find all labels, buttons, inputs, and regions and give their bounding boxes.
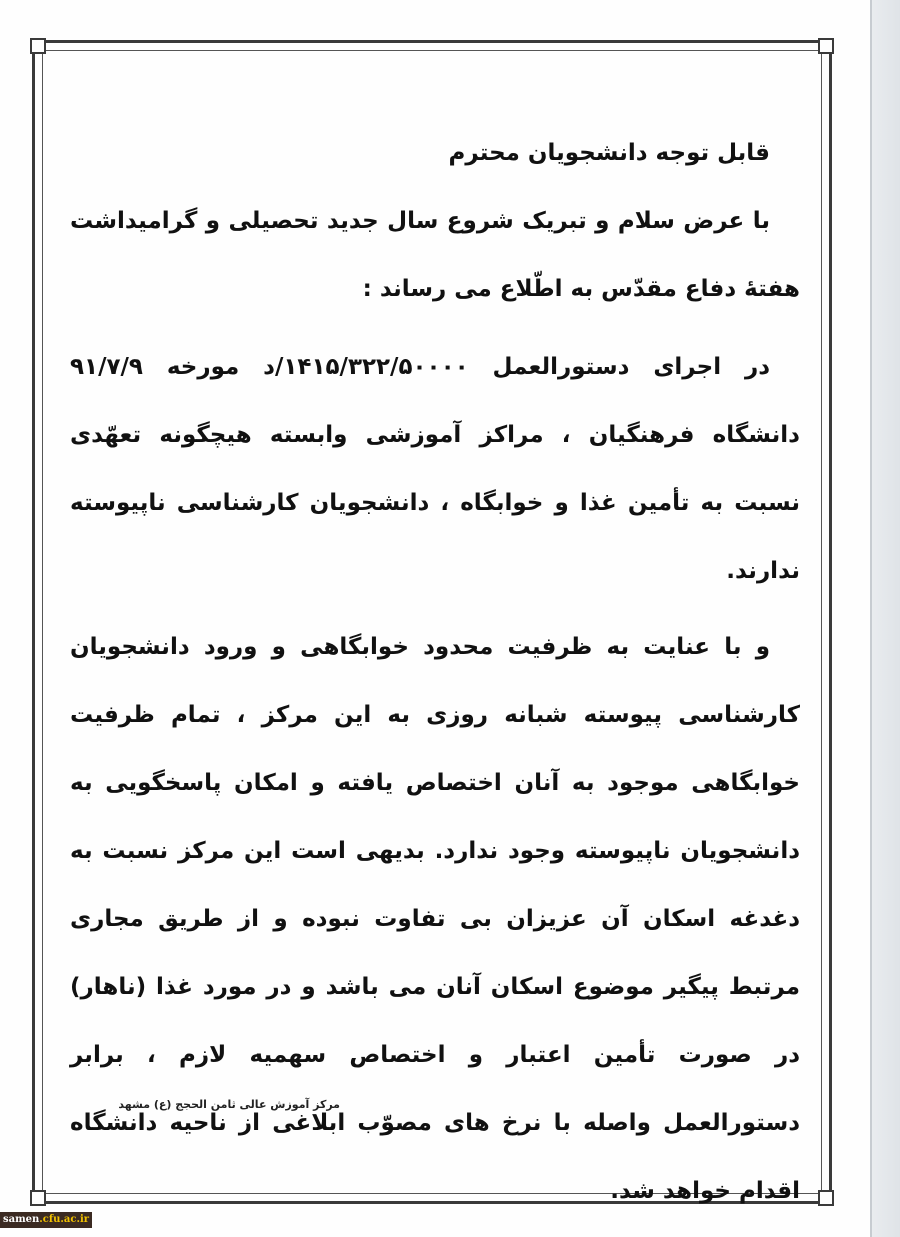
watermark-prefix: samen <box>2 1214 40 1225</box>
frame-corner-bottom-right <box>818 1190 834 1206</box>
scan-edge-line <box>870 0 872 1237</box>
site-watermark-badge <box>0 1212 92 1228</box>
directive-number: ۱۴۱۵/۳۲۲/۵۰۰۰۰/د <box>263 354 469 380</box>
frame-corner-top-right <box>818 38 834 54</box>
issuer-signature: مرکز آموزش عالی ثامن الحجج (ع) مشهد <box>118 1098 340 1111</box>
notice-heading: قابل توجه دانشجویان محترم <box>448 140 770 166</box>
directive-text: دانشگاه فرهنگیان ، مراکز آموزشی وابسته هیچگونه تعهّدی نسبت به تأمین غذا و خوابگاه ، دانشجویان کارشناسی ناپیوسته ندارند. <box>70 422 800 584</box>
frame-corner-top-left <box>30 38 46 54</box>
watermark-domain: .cfu.ac.ir <box>39 1214 90 1225</box>
directive-intro: در اجرای دستورالعمل <box>492 354 771 380</box>
greeting-text: با عرض سلام و تبریک شروع سال جدید تحصیلی و گرامیداشت هفتهٔ دفاع مقدّس به اطّلاع می رساند : <box>70 208 800 302</box>
notice-body <box>70 125 800 1225</box>
frame-corner-bottom-left <box>30 1190 46 1206</box>
directive-date: ۹۱/۷/۹ <box>70 354 143 380</box>
notice-paragraph-greeting <box>70 187 800 323</box>
notice-paragraph-dormitory <box>70 613 800 1225</box>
scan-edge-strip <box>872 0 900 1237</box>
directive-date-label: مورخه <box>166 354 240 380</box>
notice-paragraph-directive <box>70 333 800 605</box>
dormitory-text: و با عنایت به ظرفیت محدود خوابگاهی و ورود دانشجویان کارشناسی پیوسته شبانه روزی به این مرکز ، تمام ظرفیت خوابگاهی موجود به آنان اختصاص یافته و امکان پاسخگویی به دانشجویان ناپیوسته وجود ندارد. بدیهی است این مرکز نسبت به دغدغه اسکان آن عزیزان بی تفاوت نبوده و از طریق مجاری مرتبط پیگیر موضوع اسکان آنان می باشد و در مورد غذا (ناهار) در صورت تأمین اعتبار و اختصاص سهمیه لازم ، برابر دستورالعمل واصله با نرخ های مصوّب ابلاغی از ناحیه دانشگاه اقدام خواهد شد. <box>70 634 800 1204</box>
